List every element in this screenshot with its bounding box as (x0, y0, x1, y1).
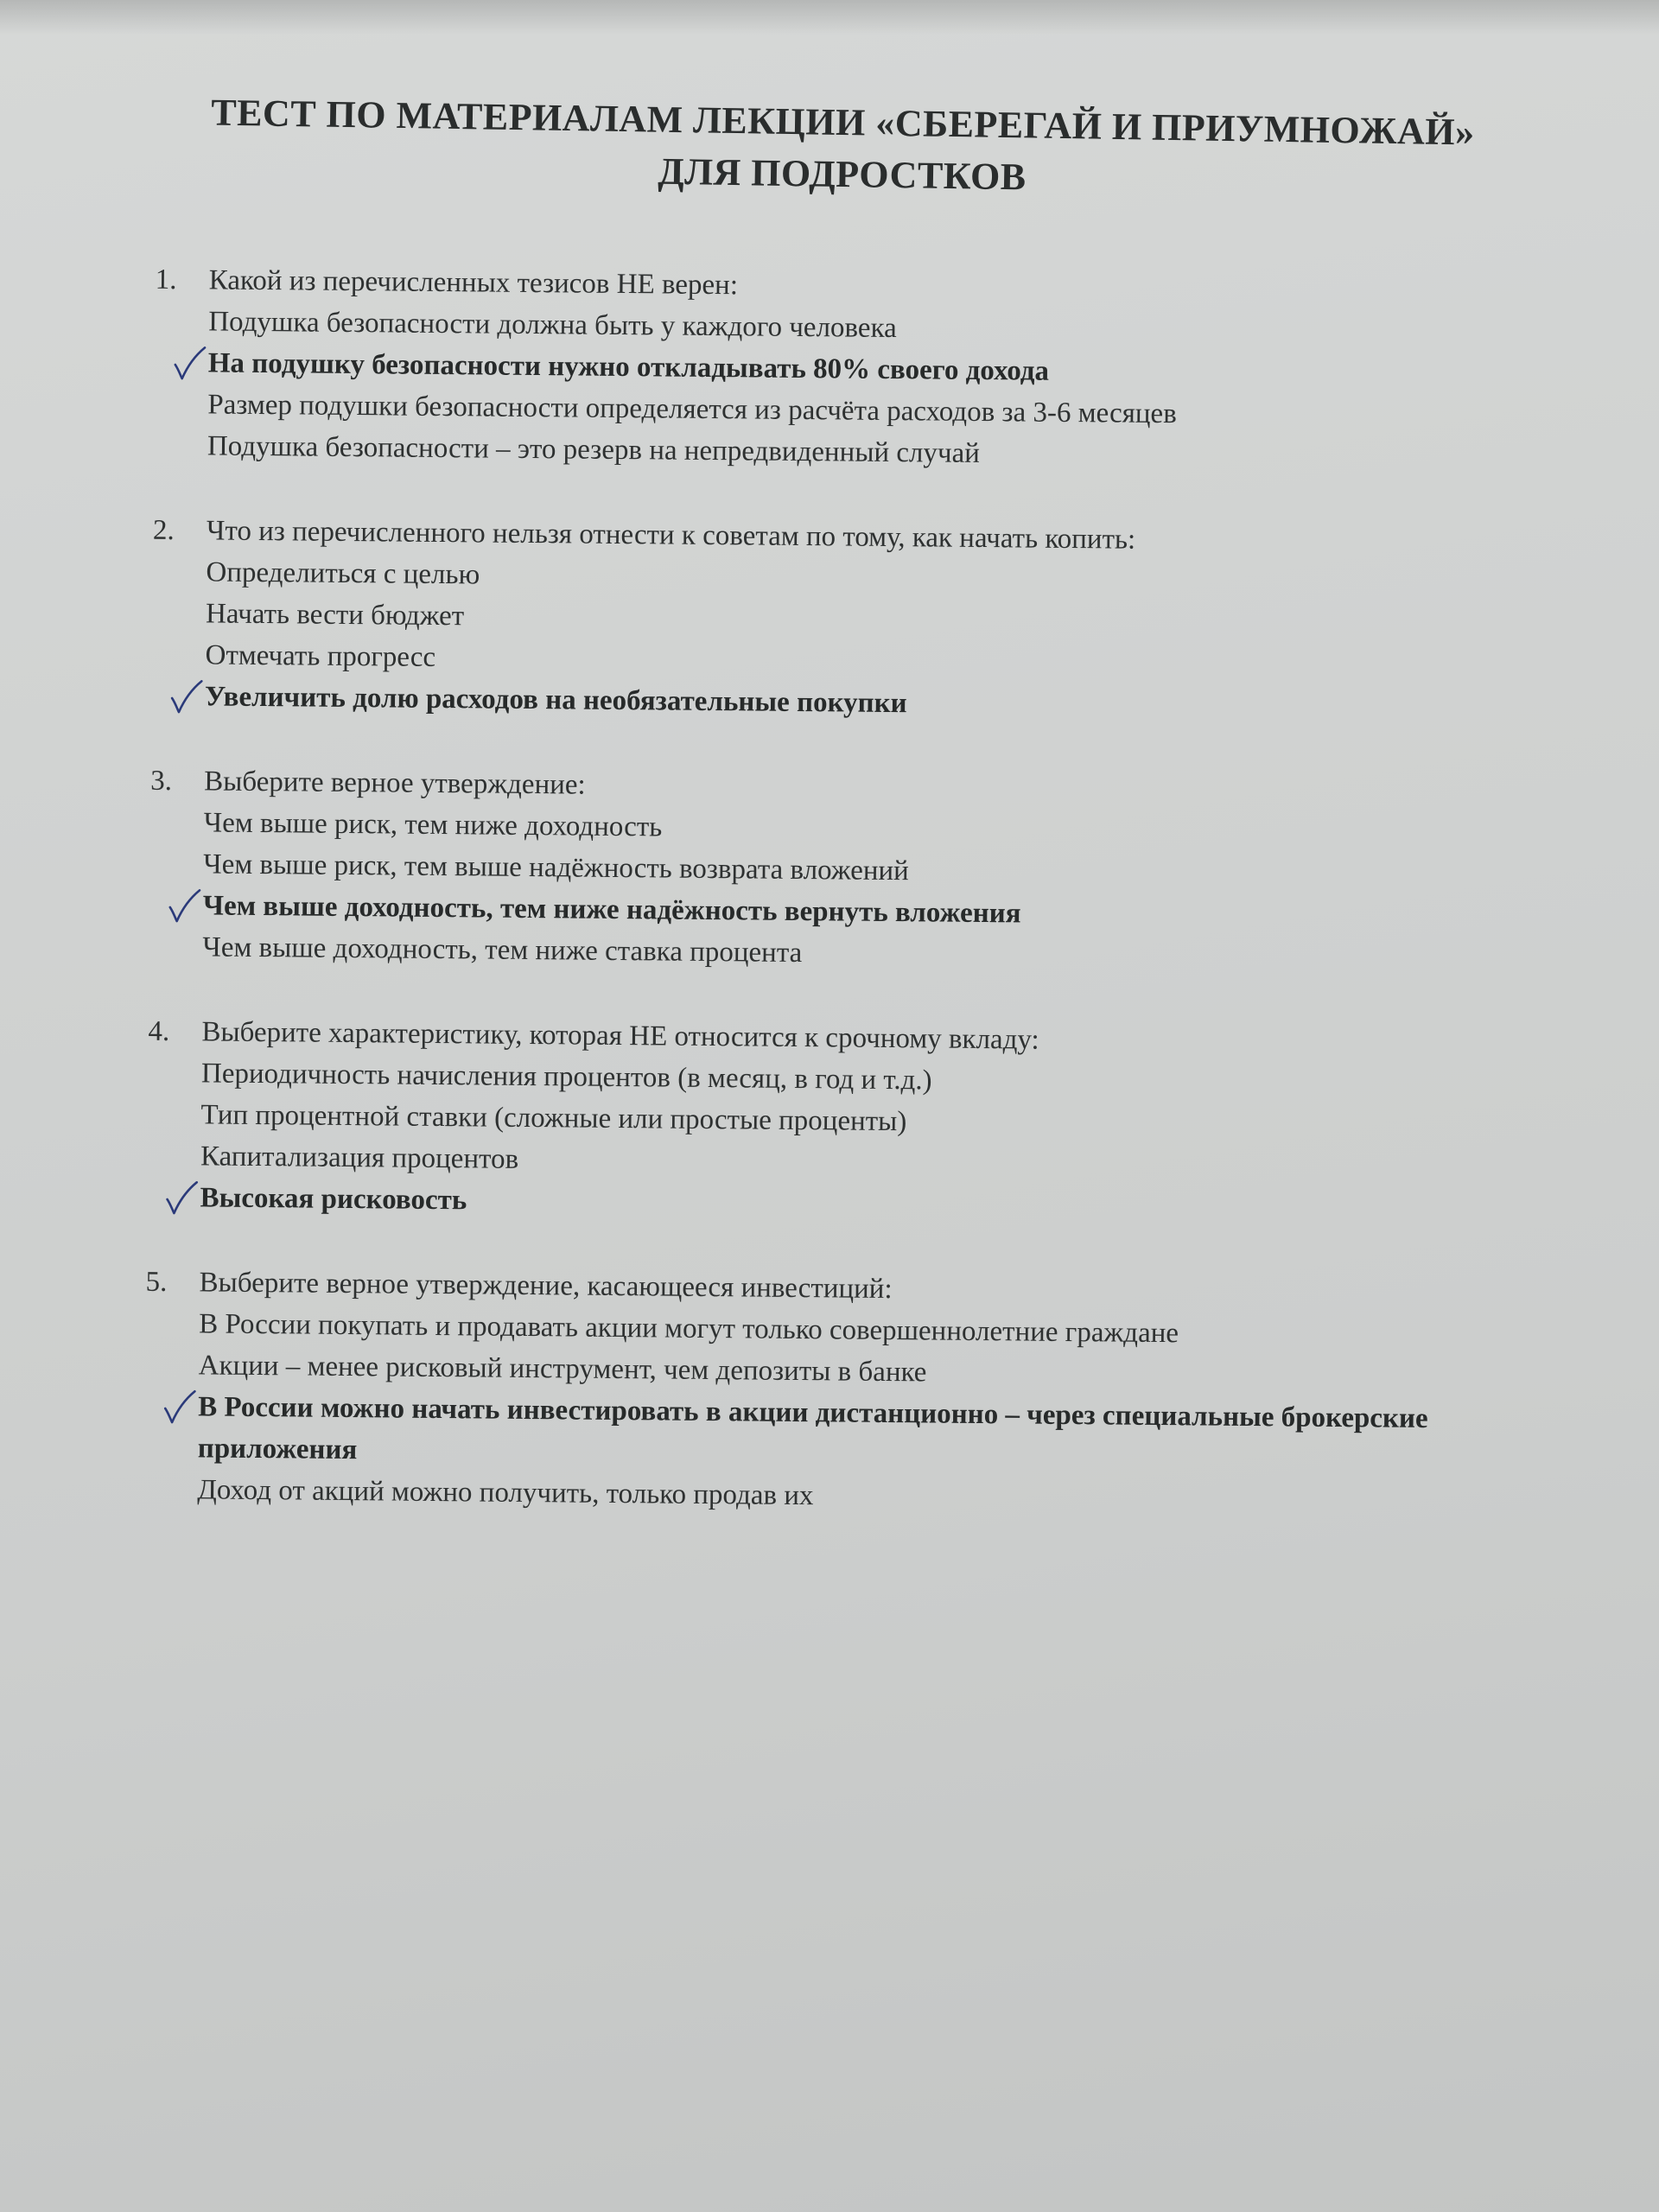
question-item (154, 259, 1659, 481)
answer-option-text: На подушку безопасности нужно откладывать 80% своего дохода (207, 347, 1050, 387)
answer-option-text: Чем выше риск, тем выше надёжность возврата вложений (203, 849, 909, 887)
check-mark-icon (163, 1179, 198, 1217)
answer-option-text: Высокая рисковость (200, 1182, 467, 1217)
answer-option-text: Чем выше риск, тем ниже доходность (203, 807, 663, 843)
answer-option-text: Чем выше доходность, тем ниже ставка процента (202, 931, 803, 969)
question-number: 5. (145, 1266, 168, 1298)
document-title (146, 86, 1539, 211)
question-number: 1. (155, 264, 177, 296)
question-text: Что из перечисленного нельзя отнести к советам по тому, как начать копить: (206, 515, 1136, 556)
answer-option-text: Тип процентной ставки (сложные или простые проценты) (200, 1099, 907, 1138)
check-mark-icon (168, 677, 203, 715)
answer-option-text: Акции – менее рисковый инструмент, чем депозиты в банке (198, 1350, 927, 1389)
question-list (0, 257, 1659, 1567)
answer-option-text: Подушка безопасности – это резерв на непредвиденный случай (207, 430, 981, 469)
question-item (151, 510, 1656, 732)
answer-option-text: Капитализация процентов (200, 1141, 519, 1175)
answer-option-text: Подушка безопасности должна быть у каждого человека (208, 306, 897, 345)
question-item (149, 760, 1654, 982)
answer-option-text: Чем выше доходность, тем ниже надёжность вернуть вложения (202, 890, 1021, 930)
answer-option-text: Доход от акций можно получить, только продав их (197, 1474, 814, 1512)
answer-option-text: Увеличить долю расходов на необязательные покупки (204, 681, 907, 720)
answer-option-text: Начать вести бюджет (205, 598, 465, 632)
question-item (143, 1262, 1649, 1525)
title-line-1: ТЕСТ ПО МАТЕРИАЛАМ ЛЕКЦИИ «СБЕРЕГАЙ И ПРИУМНОЖАЙ» (210, 91, 1475, 154)
question-text: Выберите характеристику, которая НЕ относится к срочному вкладу: (201, 1016, 1039, 1056)
check-mark-icon (162, 1388, 196, 1426)
answer-option-text: Определиться с целью (206, 556, 480, 591)
question-number: 3. (150, 765, 173, 798)
answer-option-text: В России можно начать инвестировать в акции дистанционно – через специальные брокерские приложения (197, 1391, 1428, 1466)
answer-option-text: Периодичность начисления процентов (в месяц, в год и т.д.) (200, 1058, 932, 1096)
question-text: Выберите верное утверждение: (204, 766, 586, 801)
title-line-2: ДЛЯ ПОДРОСТКОВ (658, 149, 1027, 199)
top-shadow (0, 0, 1659, 35)
answer-option-text: В России покупать и продавать акции могут только совершеннолетние граждане (198, 1308, 1179, 1350)
answer-option-correct (198, 1386, 1547, 1482)
answer-option-text: Отмечать прогресс (205, 639, 436, 673)
question-number: 4. (148, 1015, 170, 1048)
question-number: 2. (152, 514, 175, 547)
question-text: Какой из перечисленных тезисов НЕ верен: (208, 264, 739, 302)
question-item (146, 1011, 1651, 1233)
check-mark-icon (167, 887, 201, 925)
check-mark-icon (172, 344, 207, 382)
question-text: Выберите верное утверждение, касающееся инвестиций: (199, 1267, 893, 1306)
answer-option-text: Размер подушки безопасности определяется из расчёта расходов за 3-6 месяцев (207, 389, 1177, 430)
